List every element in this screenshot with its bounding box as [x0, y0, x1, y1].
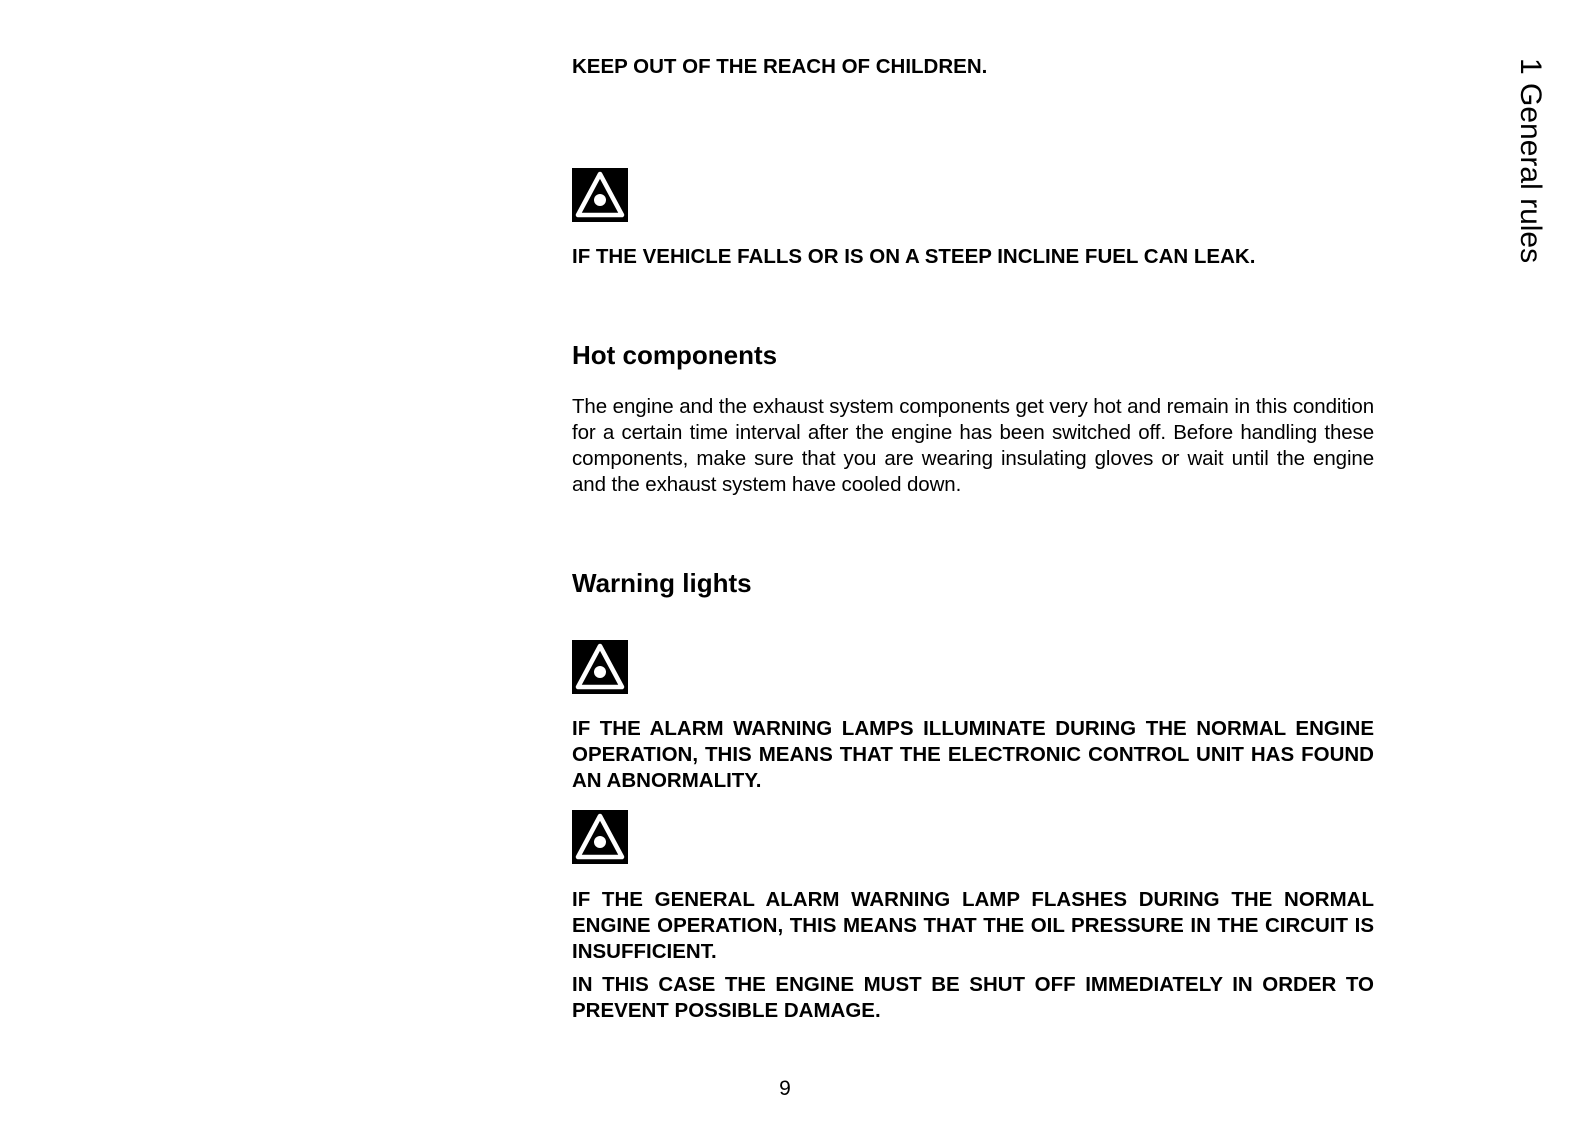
- page-number: 9: [779, 1077, 791, 1100]
- warning-triangle-icon: [572, 640, 628, 694]
- chapter-tab: 1 General rules: [1514, 58, 1547, 264]
- warning-triangle-icon: [572, 168, 628, 222]
- warning-lights-heading: Warning lights: [572, 568, 752, 598]
- warning-triangle-icon: [572, 810, 628, 864]
- general-lamp-warning: IF THE GENERAL ALARM WARNING LAMP FLASHES DURING THE NORMAL ENGINE OPERATION, THIS MEANS THAT THE OIL PRESSURE IN THE CIRCUIT IS INSUFFICIENT.: [572, 888, 1374, 963]
- hot-components-heading: Hot components: [572, 340, 778, 370]
- alarm-lamps-warning: IF THE ALARM WARNING LAMPS ILLUMINATE DURING THE NORMAL ENGINE OPERATION, THIS MEANS THAT THE ELECTRONIC CONTROL UNIT HAS FOUND AN ABNORMALITY.: [572, 717, 1374, 792]
- hot-components-text: The engine and the exhaust system components get very hot and remain in this condition for a certain time interval after the engine has been switched off. Before handling these components, make sure that you are wearing insulating gloves or wait until the engine and the exhaust system have cooled down.: [572, 395, 1374, 496]
- children-warning: KEEP OUT OF THE REACH OF CHILDREN.: [572, 55, 988, 78]
- shut-off-warning: IN THIS CASE THE ENGINE MUST BE SHUT OFF IMMEDIATELY IN ORDER TO PREVENT POSSIBLE DAMAGE.: [572, 973, 1374, 1022]
- fuel-leak-warning: IF THE VEHICLE FALLS OR IS ON A STEEP INCLINE FUEL CAN LEAK.: [572, 245, 1256, 268]
